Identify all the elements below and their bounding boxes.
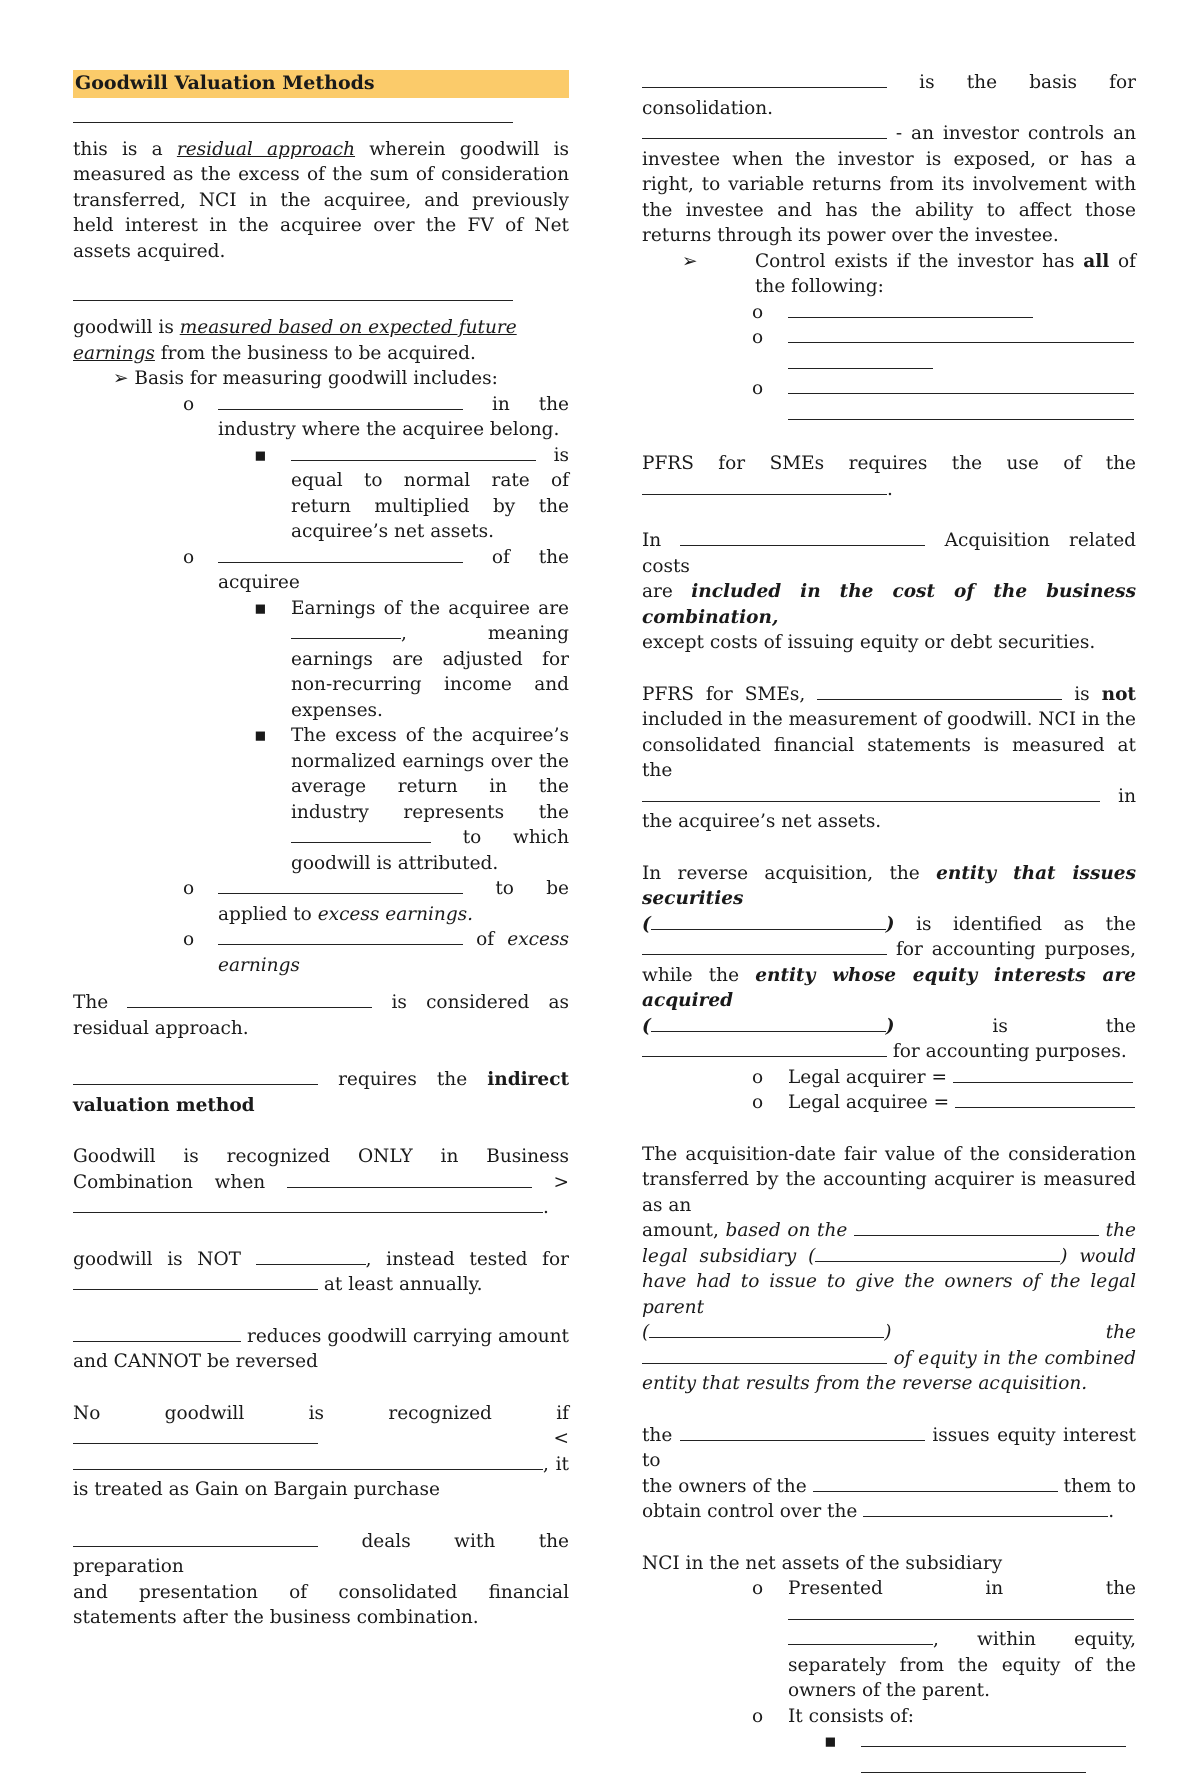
acquisition-costs-paragraph: In Acquisition related costs are included in the cost of the business combination, except costs of issuing equity or debt securities.	[642, 530, 1137, 653]
no-goodwill-paragraph: No goodwill is recognized if < , it is treated as Gain on Bargain purchase	[73, 1402, 569, 1500]
left-column	[73, 70, 569, 1631]
right-column	[642, 70, 1136, 1780]
blank-line[interactable]	[73, 1272, 318, 1290]
circle-bullet-icon: o	[183, 546, 195, 568]
square-bullet-icon: ▪	[824, 1731, 837, 1752]
blank-line[interactable]	[642, 70, 887, 88]
blank-line[interactable]	[680, 1423, 925, 1441]
square-bullet-icon: ▪	[254, 725, 267, 746]
blank-line[interactable]	[649, 1320, 884, 1338]
pfrs-smes-paragraph: PFRS for SMEs requires the use of the .	[642, 453, 1136, 500]
blank-line[interactable]	[73, 1452, 543, 1470]
residual-approach-paragraph: this is a residual approach wherein goodwill is measured as the excess of the sum of consideration transferred, NCI in the acquiree, and previously held interest in the acquiree over the FV of Net assets acquired.	[73, 138, 569, 262]
blank-line[interactable]	[218, 876, 463, 894]
consolidation-paragraph: deals with the preparation and presentation of consolidated financial statements after the business combination.	[73, 1530, 570, 1628]
blank-line[interactable]	[642, 1039, 887, 1057]
blank-line[interactable]	[256, 1247, 366, 1265]
blank-line[interactable]	[73, 1426, 318, 1444]
basis-heading: ➢ Basis for measuring goodwill includes:	[113, 368, 498, 389]
blank-line[interactable]	[813, 1474, 1058, 1492]
blank-line[interactable]	[73, 282, 513, 301]
blank-line[interactable]	[788, 376, 1134, 394]
blank-line[interactable]	[854, 1218, 1099, 1236]
blank-line[interactable]	[642, 937, 887, 955]
blank-line[interactable]	[817, 682, 1062, 700]
control-exists: Control exists if the investor has all of the following:	[755, 250, 1136, 297]
blank-line[interactable]	[680, 528, 925, 546]
basis-for-consolidation: is the basis for consolidation.	[642, 72, 1136, 119]
circle-bullet-icon: o	[183, 393, 195, 415]
blank-line[interactable]	[651, 1014, 886, 1032]
nci-measurement-paragraph: PFRS for SMEs, is not included in the measurement of goodwill. NCI in the consolidated financial statements is measured at the in the acquiree’s net assets.	[642, 683, 1136, 832]
residual-approach-blank: The is considered as residual approach.	[73, 992, 569, 1039]
blank-line[interactable]	[73, 1067, 318, 1085]
arrow-bullet-icon: ➢	[682, 250, 698, 272]
nci-net-assets-heading: NCI in the net assets of the subsidiary	[642, 1552, 1003, 1574]
blank-line[interactable]	[291, 825, 431, 843]
investor-control-paragraph: - an investor controls an investee when the investor is exposed, or has a right, to variable returns from its involvement with the investee and has the ability to affect those returns through its power over the investee.	[642, 123, 1136, 246]
blank-line[interactable]	[788, 1602, 1134, 1620]
blank-line[interactable]	[788, 1627, 933, 1645]
blank-line[interactable]	[642, 1346, 887, 1364]
blank-line[interactable]	[291, 443, 536, 461]
circle-bullet-icon: o	[752, 1092, 764, 1113]
fair-value-paragraph: The acquisition-date fair value of the consideration transferred by the accounting acquirer is measured as an amount, based on the the legal subsidiary ( ) would have had to issue to give the owners of the legal parent ( ) the of equity in the combined entity that results from the reverse acquisition.	[642, 1143, 1136, 1394]
circle-bullet-icon: o	[752, 301, 764, 323]
blank-line[interactable]	[953, 1065, 1133, 1083]
circle-bullet-icon: o	[752, 1066, 764, 1088]
control-list	[642, 300, 1136, 428]
nci-list: o Presented in the , within equity, separately from the equity of the owners of the parent. o It consists of: ▪	[642, 1576, 1136, 1780]
blank-line[interactable]	[73, 1529, 318, 1547]
blank-line[interactable]	[218, 392, 463, 410]
blank-line[interactable]	[788, 300, 1033, 318]
circle-bullet-icon: o	[183, 929, 195, 950]
goodwill-recognized-paragraph: Goodwill is recognized ONLY in Business Combination when > .	[73, 1146, 569, 1218]
issues-equity-paragraph: the issues equity interest to the owners of the them to obtain control over the .	[642, 1424, 1136, 1522]
blank-line[interactable]	[642, 121, 887, 139]
indirect-valuation-paragraph: requires the indirect valuation method	[73, 1069, 570, 1116]
circle-bullet-icon: o	[183, 878, 195, 899]
blank-line[interactable]	[642, 784, 1100, 802]
circle-bullet-icon: o	[752, 1705, 764, 1727]
blank-line[interactable]	[73, 1324, 241, 1342]
blank-line[interactable]	[815, 1244, 1060, 1262]
blank-line[interactable]	[642, 477, 887, 495]
blank-line[interactable]	[955, 1090, 1135, 1108]
blank-line[interactable]	[73, 1195, 543, 1213]
blank-line[interactable]	[788, 351, 933, 369]
basis-list: o in the industry where the acquiree belong. ▪ is equal to normal rate of return multiplied by the acquiree’s net assets. o of the acquiree ▪ Earnings of the acquiree are , meaning earnings are adjusted for non-recurring income and expenses. ▪ The excess of the acquiree’s normalized earnings over the average return in the industry represents the to which goodwill is attributed. o to be applied to excess earnings. o of excess earnings	[183, 393, 569, 976]
reverse-acquisition-paragraph: In reverse acquisition, the entity that issues securities ( ) is identified as the for accounting purposes, while the entity whose equity interests are acquired ( ) is the for accounting purposes.	[642, 862, 1136, 1062]
reduces-goodwill-paragraph: reduces goodwill carrying amount and CANNOT be reversed	[73, 1325, 569, 1372]
blank-line[interactable]	[127, 990, 372, 1008]
blank-line[interactable]	[788, 325, 1134, 343]
blank-line[interactable]	[861, 1729, 1126, 1747]
blank-line[interactable]	[651, 912, 886, 930]
future-earnings-paragraph: goodwill is measured based on expected future earnings from the business to be acquired.	[73, 317, 517, 364]
blank-line[interactable]	[788, 402, 1134, 420]
circle-bullet-icon: o	[752, 378, 764, 399]
circle-bullet-icon: o	[752, 327, 764, 348]
blank-line[interactable]	[287, 1170, 532, 1188]
impairment-test-paragraph: goodwill is NOT , instead tested for at least annually.	[73, 1248, 569, 1295]
legal-list: o Legal acquirer = o Legal acquiree =	[642, 1065, 1136, 1116]
square-bullet-icon: ▪	[254, 597, 267, 619]
blank-line[interactable]	[218, 545, 463, 563]
blank-line[interactable]	[861, 1755, 1086, 1773]
arrow-bullet-icon: ➢	[113, 368, 129, 389]
blank-line[interactable]	[73, 104, 513, 123]
circle-bullet-icon: o	[752, 1578, 764, 1599]
blank-line[interactable]	[291, 621, 401, 639]
square-bullet-icon: ▪	[254, 444, 267, 466]
section-title: Goodwill Valuation Methods	[73, 70, 569, 98]
blank-line[interactable]	[218, 927, 463, 945]
blank-line[interactable]	[863, 1499, 1108, 1517]
